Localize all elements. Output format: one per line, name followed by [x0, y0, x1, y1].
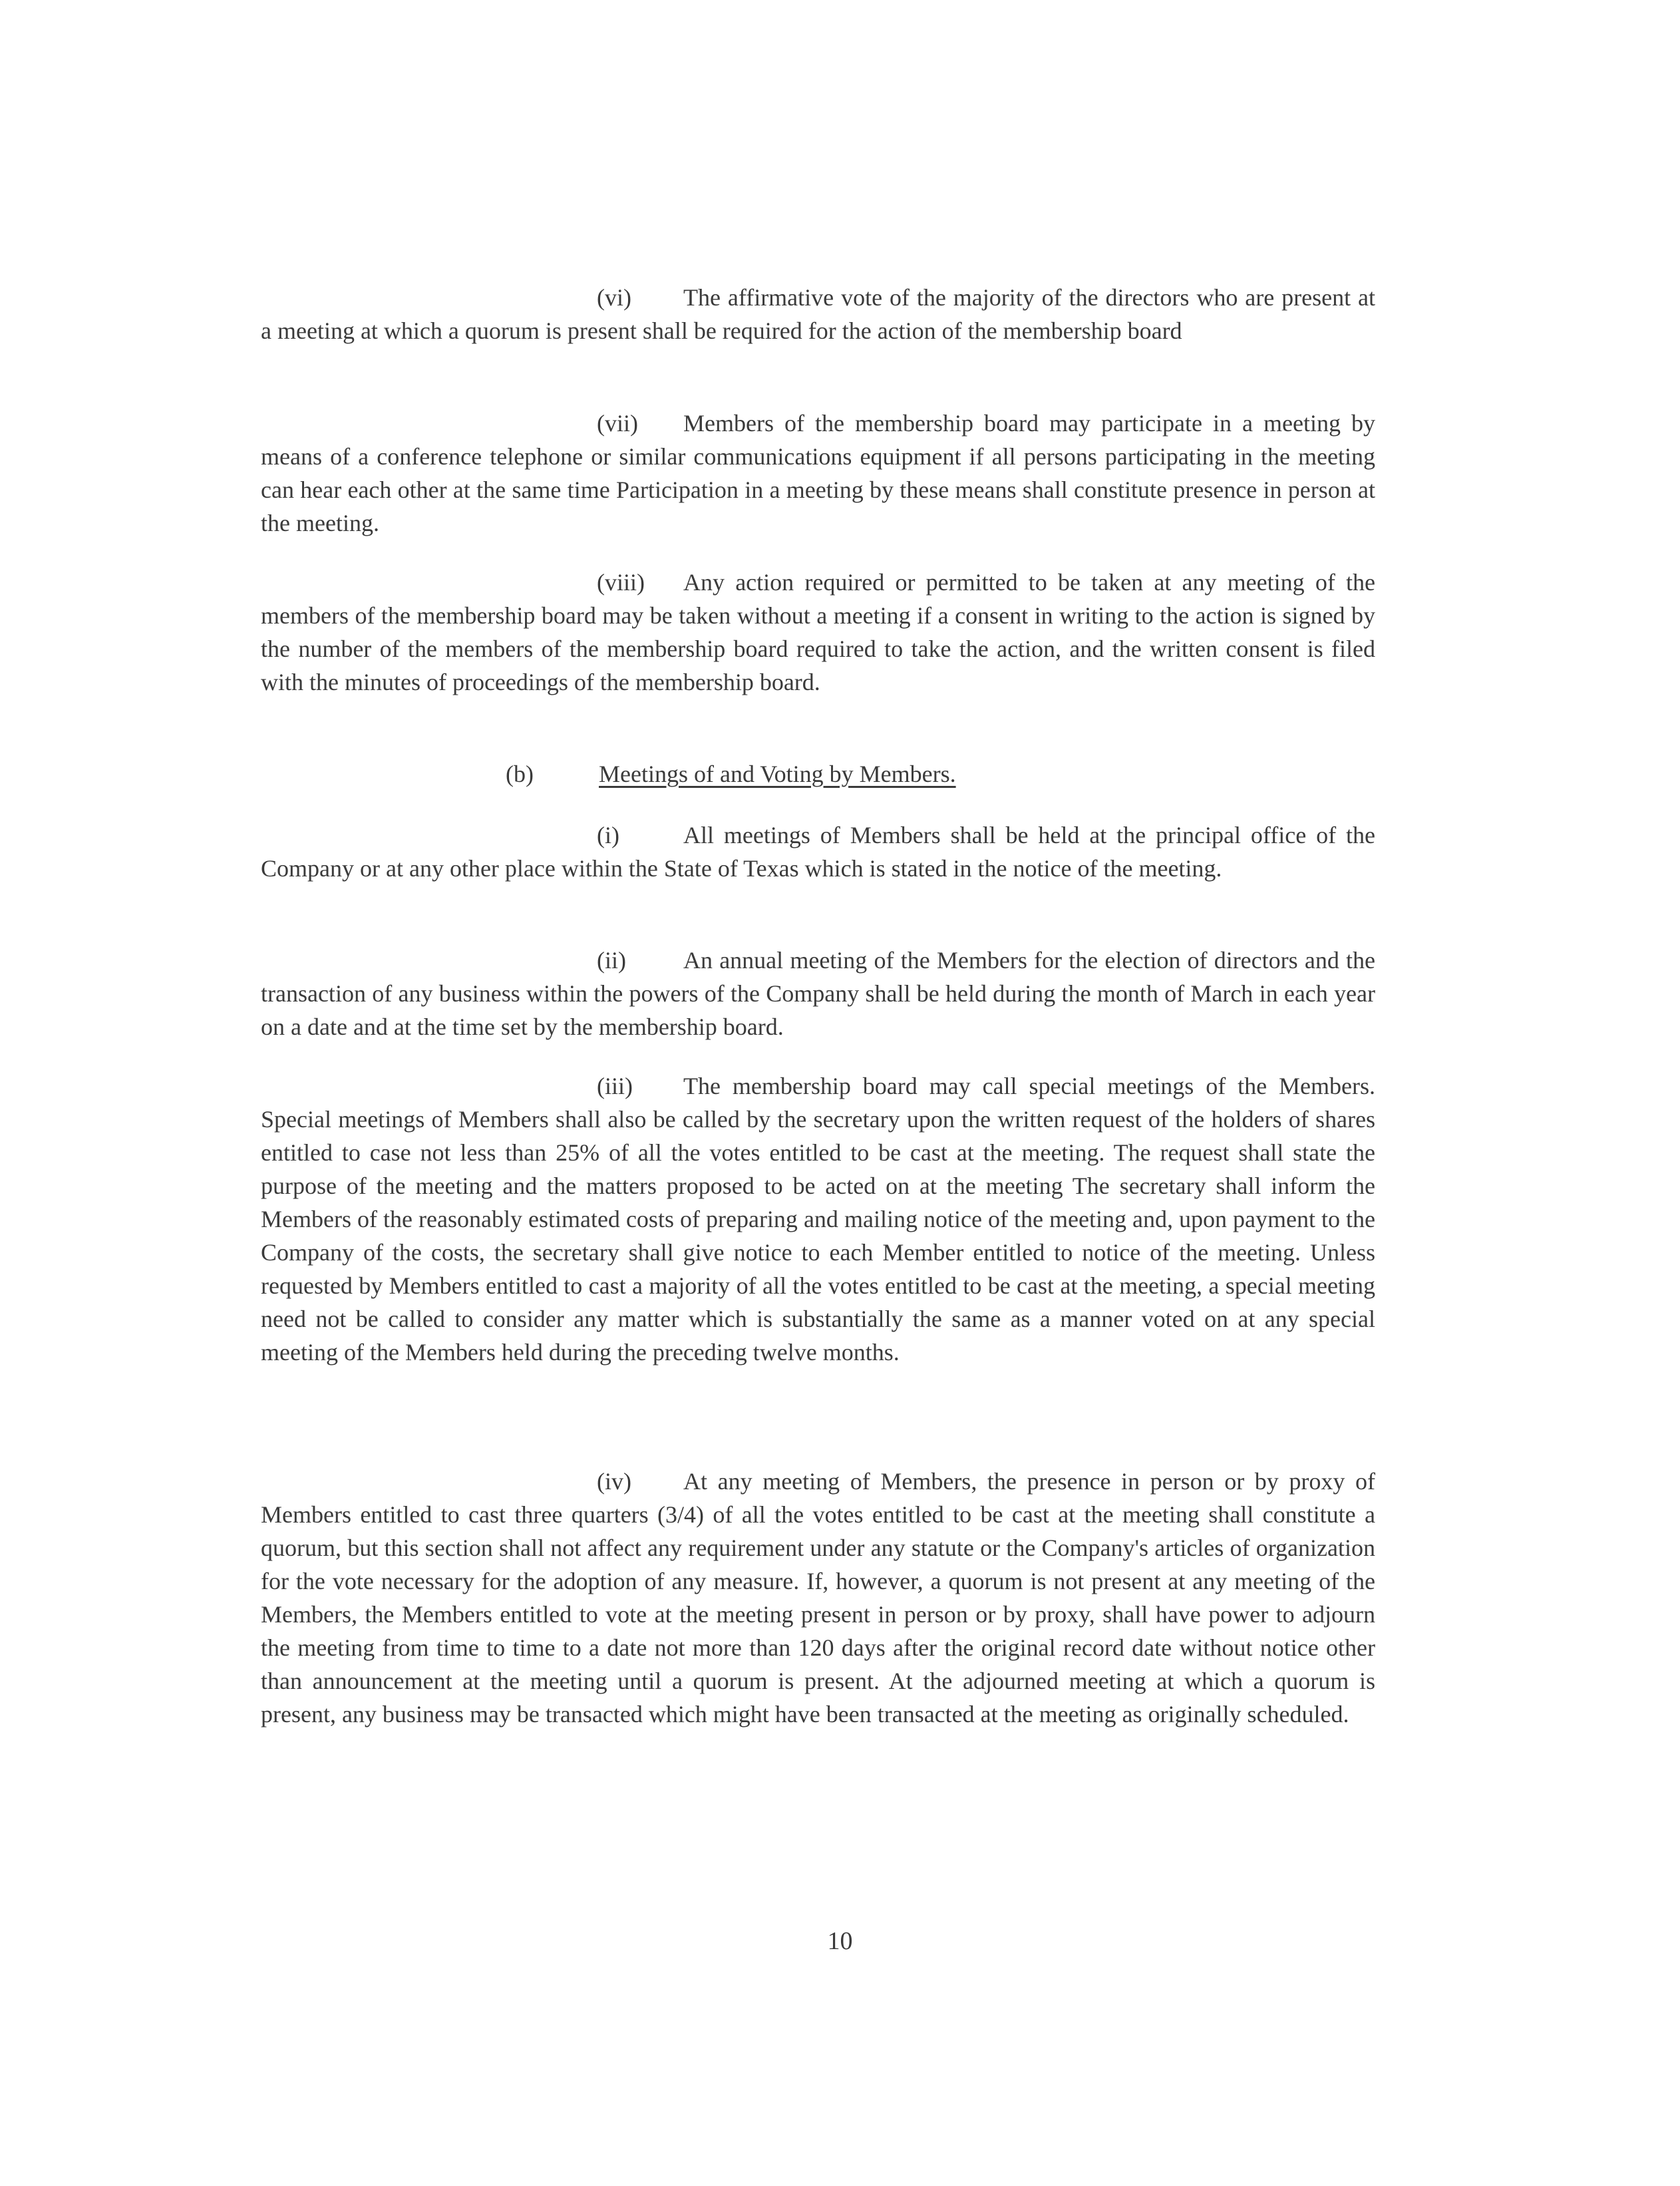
paragraph-number: (vii) [597, 410, 638, 437]
paragraph-number: (vi) [597, 284, 631, 311]
paragraph-text: All meetings of Members shall be held at the principal office of the Company or at any other place within the State of Texas which is stated in the notice of the meeting. [261, 822, 1375, 882]
section-heading-b [506, 757, 956, 791]
paragraph-number: (i) [597, 822, 619, 848]
paragraph-text: Members of the membership board may participate in a meeting by means of a conference telephone or similar communications equipment if all persons participating in the meeting can hear each other at the same time Participation in a meeting by these means shall constitute presence in person at the meeting. [261, 410, 1375, 536]
paragraph-iv [261, 1465, 1375, 1731]
paragraph-number: (iii) [597, 1073, 633, 1099]
paragraph-i [261, 819, 1375, 885]
paragraph-viii [261, 566, 1375, 699]
page-number: 10 [827, 1927, 853, 1955]
paragraph-number: (viii) [597, 569, 645, 596]
paragraph-text: The membership board may call special meetings of the Members. Special meetings of Members shall also be called by the secretary upon the written request of the holders of shares entitled to case not less than 25% of all the votes entitled to be cast at the meeting. The request shall state the purpose of the meeting and the matters proposed to be acted on at the meeting The secretary shall inform the Members of the reasonably estimated costs of preparing and mailing notice of the meeting and, upon payment to the Company of the costs, the secretary shall give notice to each Member entitled to notice of the meeting. Unless requested by Members entitled to cast a majority of all the votes entitled to be cast at the meeting, a special meeting need not be called to consider any matter which is substantially the same as a manner voted on at any special meeting of the Members held during the preceding twelve months. [261, 1073, 1375, 1366]
paragraph-number: (iv) [597, 1468, 631, 1495]
paragraph-ii [261, 944, 1375, 1043]
paragraph-number: (ii) [597, 947, 626, 974]
paragraph-vi [261, 281, 1375, 347]
paragraph-text: An annual meeting of the Members for the election of directors and the transaction of any business within the powers of the Company shall be held during the month of March in each year on a date and at the time set by the membership board. [261, 947, 1375, 1040]
section-number: (b) [506, 761, 534, 787]
paragraph-text: The affirmative vote of the majority of the directors who are present at a meeting at which a quorum is present shall be required for the action of the membership board [261, 284, 1375, 344]
paragraph-vii [261, 407, 1375, 540]
paragraph-text: Any action required or permitted to be taken at any meeting of the members of the membership board may be taken without a meeting if a consent in writing to the action is signed by the number of the members of the membership board required to take the action, and the written consent is filed with the minutes of proceedings of the membership board. [261, 569, 1375, 695]
section-title: Meetings of and Voting by Members. [599, 761, 956, 787]
paragraph-iii [261, 1069, 1375, 1369]
paragraph-text: At any meeting of Members, the presence in person or by proxy of Members entitled to cast three quarters (3/4) of all the votes entitled to be cast at the meeting shall constitute a quorum, but this section shall not affect any requirement under any statute or the Company's articles of organization for the vote necessary for the adoption of any measure. If, however, a quorum is not present at any meeting of the Members, the Members entitled to vote at the meeting present in person or by proxy, shall have power to adjourn the meeting from time to time to a date not more than 120 days after the original record date without notice other than announcement at the meeting until a quorum is present. At the adjourned meeting at which a quorum is present, any business may be transacted which might have been transacted at the meeting as originally scheduled. [261, 1468, 1375, 1728]
